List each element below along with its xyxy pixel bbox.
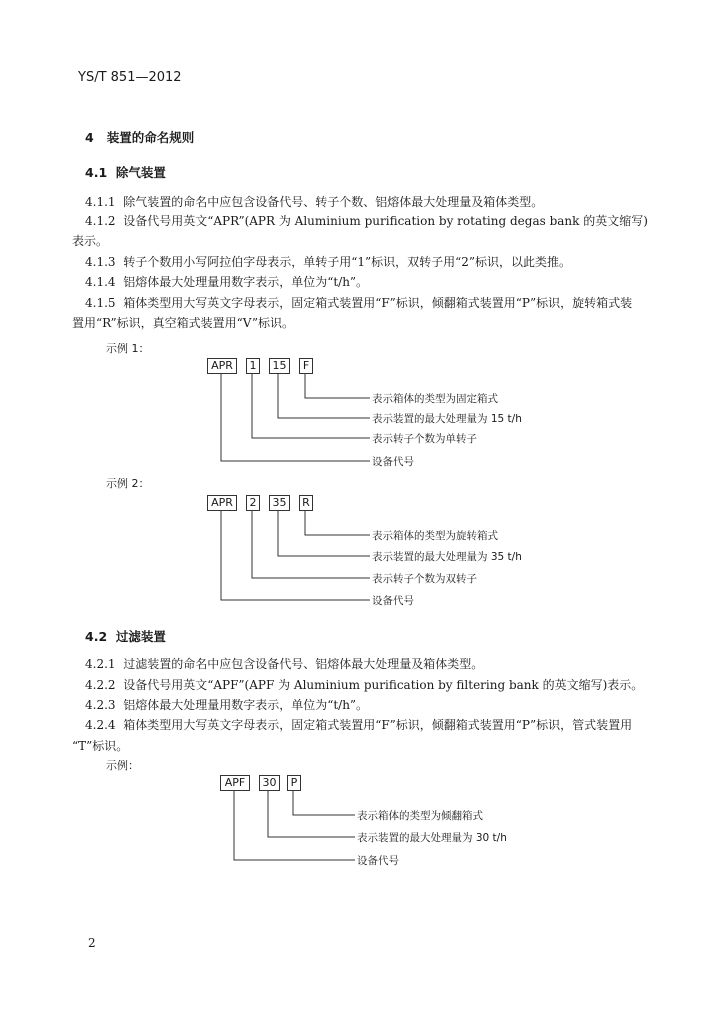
example-1-label: 示例 1： [106,342,150,355]
annotation-rotor: 表示转子个数为单转子 [372,433,477,445]
code-box-rotor: 2 [246,495,260,511]
annotation-type: 表示箱体的类型为固定箱式 [372,393,498,405]
para-text: 过滤装置的命名中应包含设备代号、铝熔体最大处理量及箱体类型。 [123,657,484,671]
code-box-capacity: 35 [269,495,290,511]
para-number: 4.1.3 [85,255,116,269]
para-text: 箱体类型用大写英文字母表示，固定箱式装置用“F”标识，倾翻箱式装置用“P”标识，管式装置用 [123,718,633,732]
annotation-rotor: 表示转子个数为双转子 [372,573,477,585]
para-text: 除气装置的命名中应包含设备代号、转子个数、铝熔体最大处理量及箱体类型。 [123,195,544,209]
para-text: 铝熔体最大处理量用数字表示，单位为“t/h”。 [123,275,369,289]
example-2-label: 示例 2： [106,477,150,490]
annotation-type: 表示箱体的类型为倾翻箱式 [357,810,483,822]
para-4-1-2-cont: 表示。 [72,234,109,248]
para-number: 4.2.1 [85,657,116,671]
leader-line [268,790,355,837]
annotation-type: 表示箱体的类型为旋转箱式 [372,530,498,542]
para-number: 4.2.4 [85,718,116,732]
para-4-1-5-cont: 置用“R”标识，真空箱式装置用“V”标识。 [72,316,295,330]
annotation-capacity: 表示装置的最大处理量为 15 t/h [372,413,522,425]
para-number: 4.1.1 [85,195,116,209]
doc-code: YS/T 851—2012 [78,70,182,85]
page-number: 2 [88,936,96,950]
leader-line [234,790,355,860]
para-text: 箱体类型用大写英文字母表示，固定箱式装置用“F”标识，倾翻箱式装置用“P”标识，旋转箱式装 [123,296,633,310]
para-text: 设备代号用英文“APF”(APF 为 Aluminium purification by filtering bank 的英文缩写)表示。 [123,678,644,692]
annotation-device: 设备代号 [357,855,399,867]
para-number: 4.1.2 [85,214,116,228]
section-number: 4.2 [85,629,108,644]
section-title: 除气装置 [115,165,166,180]
code-box-device: APR [207,495,237,511]
code-box-type: R [299,495,313,511]
annotation-device: 设备代号 [372,595,414,607]
annotation-device: 设备代号 [372,456,414,468]
para-4-2-4-cont: “T”标识。 [72,739,129,753]
para-number: 4.2.2 [85,678,116,692]
section-number: 4.1 [85,165,108,180]
para-text: 转子个数用小写阿拉伯字母表示，单转子用“1”标识，双转子用“2”标识，以此类推。 [123,255,571,269]
para-text: 设备代号用英文“APR”(APR 为 Aluminium purification by rotating degas bank 的英文缩写) [123,214,648,228]
code-box-device: APF [220,775,250,791]
section-title: 装置的命名规则 [106,130,195,145]
section-title: 过滤装置 [115,629,166,644]
example-3-label: 示例： [106,759,139,772]
code-box-capacity: 30 [259,775,280,791]
code-box-type: P [287,775,301,791]
annotation-capacity: 表示装置的最大处理量为 30 t/h [357,832,507,844]
code-box-device: APR [207,358,237,374]
code-box-type: F [299,358,313,374]
para-number: 4.2.3 [85,698,116,712]
code-box-rotor: 1 [246,358,260,374]
para-number: 4.1.5 [85,296,116,310]
section-number: 4 [85,130,94,145]
code-box-capacity: 15 [269,358,290,374]
annotation-capacity: 表示装置的最大处理量为 35 t/h [372,551,522,563]
para-number: 4.1.4 [85,275,116,289]
leader-line [293,790,355,815]
para-text: 铝熔体最大处理量用数字表示，单位为“t/h”。 [123,698,369,712]
